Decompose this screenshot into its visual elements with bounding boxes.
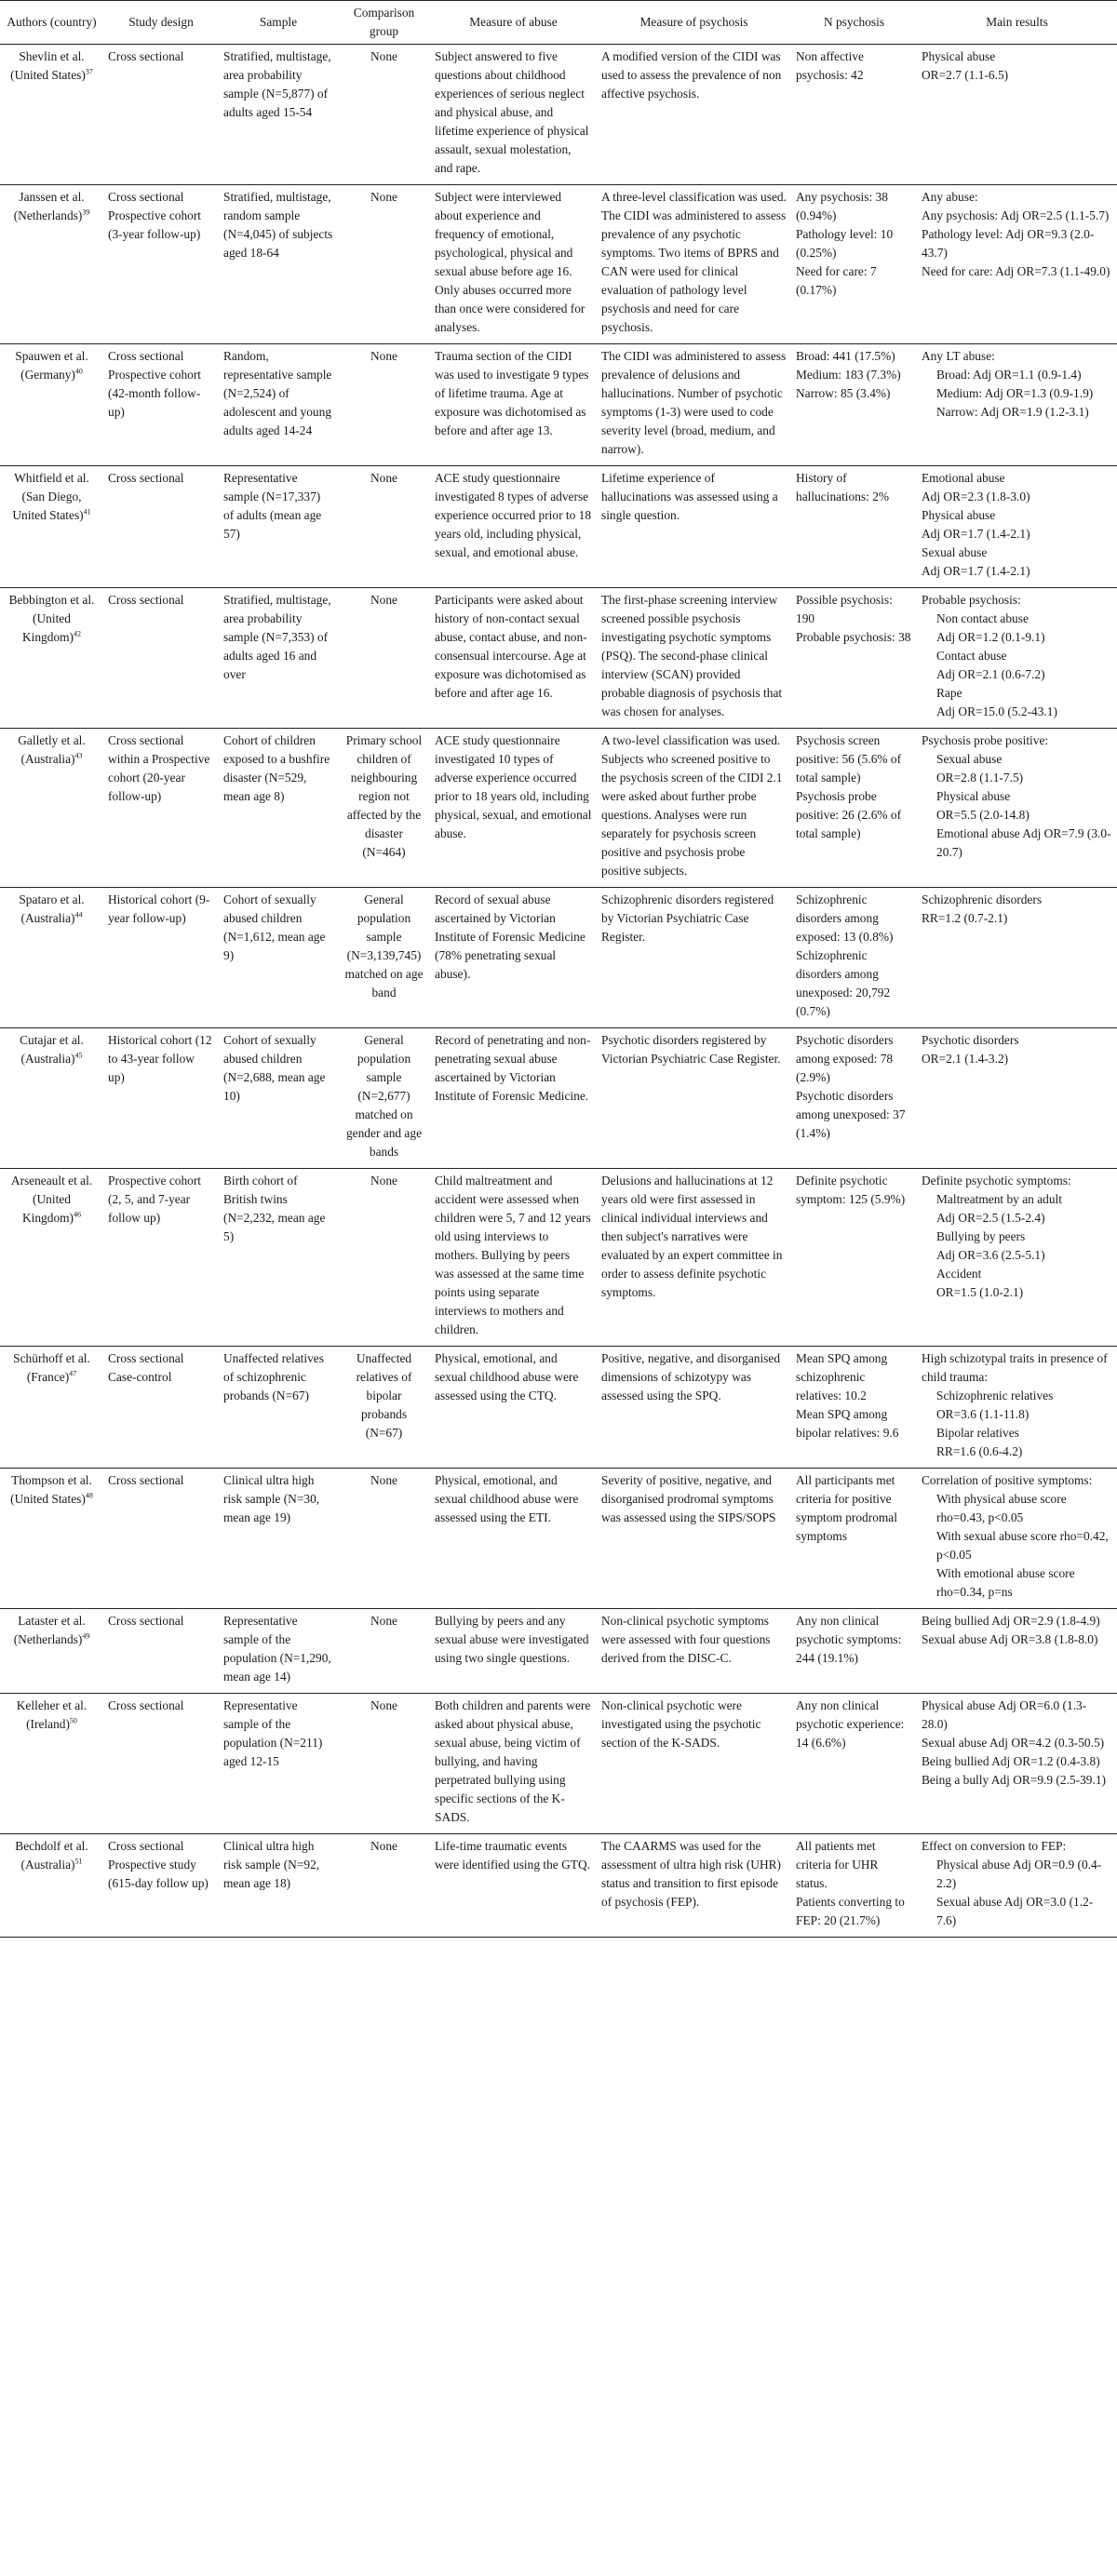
result-line: Contact abuse xyxy=(936,649,1007,663)
cell-study-design: Cross sectional xyxy=(103,45,219,185)
table-header xyxy=(0,1,1117,45)
reference-number: 49 xyxy=(82,1631,90,1641)
n-psychosis-line: Psychotic disorders among unexposed: 37 (1.4%) xyxy=(796,1089,906,1140)
cell-comparison-group: None xyxy=(338,344,430,466)
header-study-design: Study design xyxy=(103,1,219,45)
result-line: Emotional abuse xyxy=(922,471,1005,485)
result-line: Any abuse: xyxy=(922,190,978,204)
result-line: Schizophrenic relatives xyxy=(936,1389,1054,1402)
cell-n-psychosis xyxy=(791,45,917,185)
cell-comparison-group: None xyxy=(338,1834,430,1938)
cell-main-results xyxy=(917,1609,1117,1694)
result-line: Adj OR=1.7 (1.4-2.1) xyxy=(922,527,1030,541)
authors-text: Whitfield et al. (San Diego, United States) xyxy=(12,471,89,522)
cell-n-psychosis xyxy=(791,1694,917,1834)
result-line: Need for care: Adj OR=7.3 (1.1-49.0) xyxy=(922,264,1110,278)
result-line: Adj OR=1.7 (1.4-2.1) xyxy=(922,564,1030,578)
cell-main-results xyxy=(917,466,1117,588)
cell-n-psychosis xyxy=(791,1609,917,1694)
cell-main-results xyxy=(917,45,1117,185)
table-row xyxy=(0,1169,1117,1347)
result-line: Any LT abuse: xyxy=(922,349,995,363)
cell-main-results xyxy=(917,185,1117,344)
cell-main-results xyxy=(917,1469,1117,1609)
reference-number: 39 xyxy=(82,208,90,217)
result-line: Being bullied Adj OR=2.9 (1.8-4.9) xyxy=(922,1614,1100,1628)
result-line: OR=3.6 (1.1-11.8) xyxy=(936,1407,1030,1421)
authors-text: Spataro et al. (Australia) xyxy=(19,892,85,925)
n-psychosis-line: Need for care: 7 (0.17%) xyxy=(796,264,877,297)
result-line: Sexual abuse Adj OR=4.2 (0.3-50.5) xyxy=(922,1736,1105,1750)
result-line: OR=2.1 (1.4-3.2) xyxy=(922,1052,1009,1066)
cell-measure-of-psychosis: Schizophrenic disorders registered by Victorian Psychiatric Case Register. xyxy=(597,888,791,1028)
result-line: Physical abuse xyxy=(922,49,996,63)
result-line: Maltreatment by an adult xyxy=(936,1192,1062,1206)
table-row xyxy=(0,1609,1117,1694)
cell-measure-of-abuse: Life-time traumatic events were identified using the GTQ. xyxy=(430,1834,597,1938)
cell-authors xyxy=(0,1169,103,1347)
result-line: Sexual abuse xyxy=(922,545,988,559)
result-line: Correlation of positive symptoms: xyxy=(922,1473,1093,1487)
cell-n-psychosis xyxy=(791,1469,917,1609)
cell-study-design: Cross sectional Prospective cohort (3-year follow-up) xyxy=(103,185,219,344)
result-line: Sexual abuse Adj OR=3.8 (1.8-8.0) xyxy=(922,1632,1098,1646)
authors-text: Spauwen et al. (Germany) xyxy=(15,349,88,382)
result-line: OR=2.8 (1.1-7.5) xyxy=(936,771,1024,785)
cell-measure-of-psychosis: Lifetime experience of hallucinations was assessed using a single question. xyxy=(597,466,791,588)
cell-comparison-group: General population sample (N=2,677) matched on gender and age bands xyxy=(338,1028,430,1169)
result-line: Narrow: Adj OR=1.9 (1.2-3.1) xyxy=(936,405,1089,419)
cell-sample: Representative sample of the population (N=211) aged 12-15 xyxy=(219,1694,338,1834)
cell-authors xyxy=(0,1694,103,1834)
result-line: Adj OR=15.0 (5.2-43.1) xyxy=(936,704,1057,718)
cell-comparison-group: Unaffected relatives of bipolar probands (N=67) xyxy=(338,1347,430,1469)
cell-main-results xyxy=(917,888,1117,1028)
reference-number: 40 xyxy=(74,367,83,376)
cell-measure-of-psychosis: Psychotic disorders registered by Victorian Psychiatric Case Register. xyxy=(597,1028,791,1169)
cell-authors xyxy=(0,1834,103,1938)
cell-n-psychosis xyxy=(791,1028,917,1169)
cell-sample: Representative sample of the population (N=1,290, mean age 14) xyxy=(219,1609,338,1694)
result-line: Schizophrenic disorders xyxy=(922,892,1043,906)
cell-comparison-group: None xyxy=(338,1609,430,1694)
cell-measure-of-psychosis: The first-phase screening interview screened possible psychosis investigating psychotic symptoms (PSQ). The second-phase clinical interview (SCAN) provided probable diagnosis of psychosis that was chosen for analyses. xyxy=(597,588,791,729)
n-psychosis-line: Mean SPQ among bipolar relatives: 9.6 xyxy=(796,1407,899,1440)
n-psychosis-line: Possible psychosis: 190 xyxy=(796,593,893,625)
result-line: Medium: Adj OR=1.3 (0.9-1.9) xyxy=(936,386,1094,400)
cell-authors xyxy=(0,588,103,729)
cell-n-psychosis xyxy=(791,344,917,466)
result-line: Being bullied Adj OR=1.2 (0.4-3.8) xyxy=(922,1754,1100,1768)
result-line: Sexual abuse xyxy=(936,752,1003,766)
n-psychosis-line: Any psychosis: 38 (0.94%) xyxy=(796,190,888,222)
cell-study-design: Cross sectional Prospective study (615-day follow up) xyxy=(103,1834,219,1938)
cell-sample: Stratified, multistage, area probability sample (N=7,353) of adults aged 16 and over xyxy=(219,588,338,729)
cell-sample: Stratified, multistage, area probability sample (N=5,877) of adults aged 15-54 xyxy=(219,45,338,185)
table-row xyxy=(0,588,1117,729)
n-psychosis-line: Probable psychosis: 38 xyxy=(796,630,911,644)
table-row xyxy=(0,185,1117,344)
result-line: Rape xyxy=(936,686,962,700)
reference-number: 46 xyxy=(74,1210,82,1219)
cell-study-design: Prospective cohort (2, 5, and 7-year follow up) xyxy=(103,1169,219,1347)
cell-main-results xyxy=(917,1028,1117,1169)
reference-number: 45 xyxy=(74,1051,83,1060)
result-line: Pathology level: Adj OR=9.3 (2.0-43.7) xyxy=(922,227,1095,260)
cell-n-psychosis xyxy=(791,888,917,1028)
n-psychosis-line: Narrow: 85 (3.4%) xyxy=(796,386,891,400)
n-psychosis-line: Schizophrenic disorders among unexposed: 20,792 (0.7%) xyxy=(796,948,891,1018)
cell-main-results xyxy=(917,588,1117,729)
result-line: With emotional abuse score rho=0.34, p=ns xyxy=(936,1566,1075,1599)
authors-text: Kelleher et al. (Ireland) xyxy=(16,1698,87,1731)
authors-text: Bebbington et al. (United Kingdom) xyxy=(8,593,95,644)
cell-measure-of-abuse: Bullying by peers and any sexual abuse were investigated using two single questions. xyxy=(430,1609,597,1694)
reference-number: 51 xyxy=(74,1857,83,1866)
cell-authors xyxy=(0,185,103,344)
cell-comparison-group: None xyxy=(338,588,430,729)
cell-study-design: Historical cohort (9-year follow-up) xyxy=(103,888,219,1028)
header-comparison-group: Comparison group xyxy=(338,1,430,45)
header-row xyxy=(0,1,1117,45)
cell-authors xyxy=(0,45,103,185)
cell-comparison-group: None xyxy=(338,466,430,588)
cell-measure-of-abuse: Physical, emotional, and sexual childhood abuse were assessed using the CTQ. xyxy=(430,1347,597,1469)
cell-main-results xyxy=(917,1834,1117,1938)
result-line: Psychosis probe positive: xyxy=(922,733,1049,747)
cell-study-design: Cross sectional xyxy=(103,1694,219,1834)
result-line: RR=1.2 (0.7-2.1) xyxy=(922,911,1008,925)
cell-measure-of-psychosis: Severity of positive, negative, and disorganised prodromal symptoms was assessed using the SIPS/SOPS xyxy=(597,1469,791,1609)
result-line: Definite psychotic symptoms: xyxy=(922,1174,1071,1187)
result-line: Non contact abuse xyxy=(936,611,1029,625)
result-line: Sexual abuse Adj OR=3.0 (1.2-7.6) xyxy=(936,1895,1094,1927)
n-psychosis-line: Schizophrenic disorders among exposed: 13 (0.8%) xyxy=(796,892,894,944)
n-psychosis-line: Patients converting to FEP: 20 (21.7%) xyxy=(796,1895,905,1927)
table-row xyxy=(0,888,1117,1028)
reference-number: 43 xyxy=(74,751,83,760)
cell-n-psychosis xyxy=(791,185,917,344)
result-line: Adj OR=3.6 (2.5-5.1) xyxy=(936,1248,1045,1262)
cell-measure-of-abuse: Trauma section of the CIDI was used to investigate 9 types of lifetime trauma. Age at exposure was dichotomised as before and after age 13. xyxy=(430,344,597,466)
reference-number: 42 xyxy=(74,629,82,638)
cell-measure-of-abuse: ACE study questionnaire investigated 8 types of adverse experience occurred prior to 18 years old, including physical, sexual, and emotional abuse. xyxy=(430,466,597,588)
authors-text: Shevlin et al. (United States) xyxy=(10,49,86,82)
result-line: Physical abuse Adj OR=6.0 (1.3-28.0) xyxy=(922,1698,1087,1731)
cell-measure-of-psychosis: Delusions and hallucinations at 12 years old were first assessed in clinical individual interviews and then subject's narratives were evaluated by an expert committee in order to assess definite psychotic symptoms. xyxy=(597,1169,791,1347)
cell-measure-of-psychosis: The CIDI was administered to assess prevalence of delusions and hallucinations. Number of psychotic symptoms (1-3) were used to code severity level (broad, medium, and narrow). xyxy=(597,344,791,466)
reference-number: 44 xyxy=(74,910,83,919)
cell-n-psychosis xyxy=(791,1169,917,1347)
result-line: OR=2.7 (1.1-6.5) xyxy=(922,68,1009,82)
cell-measure-of-psychosis: Non-clinical psychotic symptoms were assessed with four questions derived from the DISC-C. xyxy=(597,1609,791,1694)
n-psychosis-line: Non affective psychosis: 42 xyxy=(796,49,864,82)
n-psychosis-line: History of hallucinations: 2% xyxy=(796,471,890,503)
result-line: RR=1.6 (0.6-4.2) xyxy=(936,1444,1023,1458)
header-n-psychosis: N psychosis xyxy=(791,1,917,45)
cell-comparison-group: Primary school children of neighbouring region not affected by the disaster (N=464) xyxy=(338,729,430,888)
result-line: OR=1.5 (1.0-2.1) xyxy=(936,1285,1024,1299)
cell-sample: Unaffected relatives of schizophrenic probands (N=67) xyxy=(219,1347,338,1469)
result-line: Adj OR=1.2 (0.1-9.1) xyxy=(936,630,1045,644)
cell-measure-of-abuse: ACE study questionnaire investigated 10 types of adverse experience occurred prior to 18 years old, including physical, sexual, and emotional abuse. xyxy=(430,729,597,888)
header-main-results: Main results xyxy=(917,1,1117,45)
reference-number: 41 xyxy=(83,507,91,517)
table-row xyxy=(0,1694,1117,1834)
n-psychosis-line: Broad: 441 (17.5%) xyxy=(796,349,895,363)
authors-text: Bechdolf et al. (Australia) xyxy=(15,1839,88,1872)
cell-n-psychosis xyxy=(791,588,917,729)
cell-main-results xyxy=(917,1169,1117,1347)
authors-text: Arseneault et al. (United Kingdom) xyxy=(10,1174,93,1225)
cell-comparison-group: None xyxy=(338,1694,430,1834)
cell-measure-of-psychosis: A three-level classification was used. The CIDI was administered to assess prevalence of any psychotic symptoms. Two items of BPRS and CAN were used for clinical evaluation of pathology level psychosis and need for care psychosis. xyxy=(597,185,791,344)
cell-study-design: Cross sectional Case-control xyxy=(103,1347,219,1469)
table-row xyxy=(0,344,1117,466)
result-line: Adj OR=2.5 (1.5-2.4) xyxy=(936,1211,1045,1225)
cell-sample: Birth cohort of British twins (N=2,232, mean age 5) xyxy=(219,1169,338,1347)
cell-sample: Clinical ultra high risk sample (N=30, mean age 19) xyxy=(219,1469,338,1609)
cell-main-results xyxy=(917,1347,1117,1469)
header-measure-of-abuse: Measure of abuse xyxy=(430,1,597,45)
cell-measure-of-psychosis: A modified version of the CIDI was used to assess the prevalence of non affective psychosis. xyxy=(597,45,791,185)
result-line: Effect on conversion to FEP: xyxy=(922,1839,1067,1853)
table-row xyxy=(0,1028,1117,1169)
n-psychosis-line: All patients met criteria for UHR status. xyxy=(796,1839,879,1890)
n-psychosis-line: All participants met criteria for positive symptom prodromal symptoms xyxy=(796,1473,897,1543)
cell-measure-of-psychosis: A two-level classification was used. Subjects who screened positive to the psychosis screen of the CIDI 2.1 were asked about further probe questions. Analyses were run separately for psychosis screen positive and psychosis probe positive subjects. xyxy=(597,729,791,888)
result-line: Broad: Adj OR=1.1 (0.9-1.4) xyxy=(936,368,1082,382)
authors-text: Cutajar et al. (Australia) xyxy=(20,1033,84,1066)
table-body xyxy=(0,45,1117,1938)
result-line: Probable psychosis: xyxy=(922,593,1021,607)
cell-sample: Cohort of sexually abused children (N=2,688, mean age 10) xyxy=(219,1028,338,1169)
cell-measure-of-psychosis: Non-clinical psychotic were investigated using the psychotic section of the K-SADS. xyxy=(597,1694,791,1834)
cell-n-psychosis xyxy=(791,1834,917,1938)
result-line: With physical abuse score rho=0.43, p<0.05 xyxy=(936,1492,1067,1524)
n-psychosis-line: Psychotic disorders among exposed: 78 (2.9%) xyxy=(796,1033,894,1084)
cell-authors xyxy=(0,466,103,588)
authors-text: Galletly et al. (Australia) xyxy=(18,733,86,766)
cell-sample: Stratified, multistage, random sample (N=4,045) of subjects aged 18-64 xyxy=(219,185,338,344)
cell-comparison-group: None xyxy=(338,185,430,344)
cell-study-design: Cross sectional xyxy=(103,1469,219,1609)
result-line: Physical abuse xyxy=(922,508,996,522)
cell-n-psychosis xyxy=(791,466,917,588)
authors-text: Thompson et al. (United States) xyxy=(10,1473,92,1506)
n-psychosis-line: Medium: 183 (7.3%) xyxy=(796,368,901,382)
cell-authors xyxy=(0,729,103,888)
cell-study-design: Historical cohort (12 to 43-year follow up) xyxy=(103,1028,219,1169)
reference-number: 47 xyxy=(69,1369,77,1378)
cell-main-results xyxy=(917,1694,1117,1834)
table-row xyxy=(0,466,1117,588)
cell-sample: Clinical ultra high risk sample (N=92, mean age 18) xyxy=(219,1834,338,1938)
authors-text: Janssen et al. (Netherlands) xyxy=(13,190,85,222)
result-line: Adj OR=2.1 (0.6-7.2) xyxy=(936,667,1045,681)
cell-authors xyxy=(0,1347,103,1469)
cell-authors xyxy=(0,1469,103,1609)
cell-authors xyxy=(0,1609,103,1694)
reference-number: 50 xyxy=(69,1716,77,1725)
table-row xyxy=(0,1834,1117,1938)
result-line: With sexual abuse score rho=0.42, p<0.05 xyxy=(936,1529,1109,1562)
cell-n-psychosis xyxy=(791,1347,917,1469)
cell-study-design: Cross sectional Prospective cohort (42-month follow-up) xyxy=(103,344,219,466)
cell-measure-of-psychosis: The CAARMS was used for the assessment of ultra high risk (UHR) status and transition to first episode of psychosis (FEP). xyxy=(597,1834,791,1938)
result-line: Accident xyxy=(936,1267,982,1281)
cell-measure-of-abuse: Both children and parents were asked about physical abuse, sexual abuse, being victim of bullying, and having perpetrated bullying using specific sections of the K-SADS. xyxy=(430,1694,597,1834)
result-line: Psychotic disorders xyxy=(922,1033,1019,1047)
result-line: Physical abuse Adj OR=0.9 (0.4-2.2) xyxy=(936,1858,1102,1890)
cell-measure-of-abuse: Record of sexual abuse ascertained by Victorian Institute of Forensic Medicine (78% penetrating sexual abuse). xyxy=(430,888,597,1028)
header-sample: Sample xyxy=(219,1,338,45)
result-line: High schizotypal traits in presence of child trauma: xyxy=(922,1351,1108,1384)
table-row xyxy=(0,1347,1117,1469)
table-row xyxy=(0,1469,1117,1609)
cell-authors xyxy=(0,344,103,466)
result-line: Any psychosis: Adj OR=2.5 (1.1-5.7) xyxy=(922,208,1110,222)
cell-comparison-group: None xyxy=(338,1469,430,1609)
cell-measure-of-abuse: Subject were interviewed about experience and frequency of emotional, psychological, physical and sexual abuse before age 16. Only abuses occurred more than once were considered for analyses. xyxy=(430,185,597,344)
result-line: Bullying by peers xyxy=(936,1229,1026,1243)
cell-study-design: Cross sectional xyxy=(103,588,219,729)
reference-number: 37 xyxy=(85,67,93,76)
cell-main-results xyxy=(917,344,1117,466)
cell-sample: Random, representative sample (N=2,524) of adolescent and young adults aged 14-24 xyxy=(219,344,338,466)
cell-measure-of-abuse: Record of penetrating and non-penetrating sexual abuse ascertained by Victorian Institute of Forensic Medicine. xyxy=(430,1028,597,1169)
cell-study-design: Cross sectional within a Prospective cohort (20-year follow-up) xyxy=(103,729,219,888)
cell-measure-of-abuse: Participants were asked about history of non-contact sexual abuse, contact abuse, and non-consensual intercourse. Age at exposure was dichotomised as before and after age 16. xyxy=(430,588,597,729)
cell-authors xyxy=(0,888,103,1028)
authors-text: Schürhoff et al. (France) xyxy=(13,1351,90,1384)
n-psychosis-line: Any non clinical psychotic symptoms: 244 (19.1%) xyxy=(796,1614,902,1665)
result-line: Adj OR=2.3 (1.8-3.0) xyxy=(922,490,1030,503)
cell-measure-of-abuse: Physical, emotional, and sexual childhood abuse were assessed using the ETI. xyxy=(430,1469,597,1609)
n-psychosis-line: Pathology level: 10 (0.25%) xyxy=(796,227,894,260)
cell-comparison-group: None xyxy=(338,45,430,185)
cell-sample: Cohort of children exposed to a bushfire disaster (N=529, mean age 8) xyxy=(219,729,338,888)
result-line: Emotional abuse Adj OR=7.9 (3.0-20.7) xyxy=(936,826,1111,859)
n-psychosis-line: Mean SPQ among schizophrenic relatives: 10.2 xyxy=(796,1351,888,1402)
cell-authors xyxy=(0,1028,103,1169)
cell-comparison-group: None xyxy=(338,1169,430,1347)
result-line: Physical abuse xyxy=(936,789,1011,803)
n-psychosis-line: Psychosis probe positive: 26 (2.6% of total sample) xyxy=(796,789,902,840)
n-psychosis-line: Any non clinical psychotic experience: 14 (6.6%) xyxy=(796,1698,905,1750)
cell-n-psychosis xyxy=(791,729,917,888)
cell-study-design: Cross sectional xyxy=(103,466,219,588)
cell-sample: Representative sample (N=17,337) of adults (mean age 57) xyxy=(219,466,338,588)
n-psychosis-line: Psychosis screen positive: 56 (5.6% of total sample) xyxy=(796,733,902,785)
authors-text: Lataster et al. (Netherlands) xyxy=(13,1614,86,1646)
header-measure-of-psychosis: Measure of psychosis xyxy=(597,1,791,45)
table-row xyxy=(0,729,1117,888)
cell-main-results xyxy=(917,729,1117,888)
result-line: Being a bully Adj OR=9.9 (2.5-39.1) xyxy=(922,1773,1106,1787)
cell-measure-of-abuse: Subject answered to five questions about childhood experiences of serious neglect and physical abuse, and lifetime experience of physical assault, sexual molestation, and rape. xyxy=(430,45,597,185)
n-psychosis-line: Definite psychotic symptom: 125 (5.9%) xyxy=(796,1174,906,1206)
cell-measure-of-abuse: Child maltreatment and accident were assessed when children were 5, 7 and 12 years old using interviews to mothers. Bullying by peers was assessed at the same time points using separate interviews to mothers and children. xyxy=(430,1169,597,1347)
reference-number: 48 xyxy=(85,1491,93,1500)
cell-study-design: Cross sectional xyxy=(103,1609,219,1694)
cell-sample: Cohort of sexually abused children (N=1,612, mean age 9) xyxy=(219,888,338,1028)
cell-measure-of-psychosis: Positive, negative, and disorganised dimensions of schizotypy was assessed using the SPQ. xyxy=(597,1347,791,1469)
header-authors: Authors (country) xyxy=(0,1,103,45)
result-line: OR=5.5 (2.0-14.8) xyxy=(936,808,1030,822)
result-line: Bipolar relatives xyxy=(936,1426,1019,1440)
table-row xyxy=(0,45,1117,185)
cell-comparison-group: General population sample (N=3,139,745) matched on age band xyxy=(338,888,430,1028)
